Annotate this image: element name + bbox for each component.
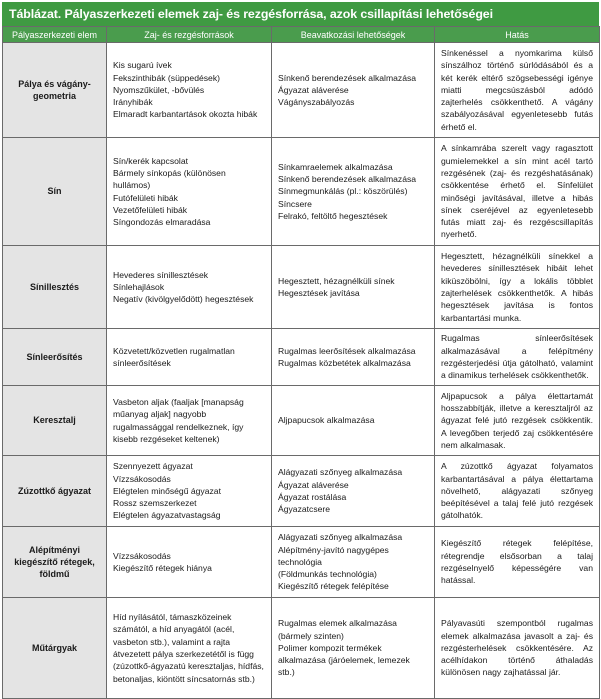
element-cell xyxy=(3,138,107,246)
source-item: Vasbeton aljak (faaljak [manapság műanyag aljak] nagyobb rugalmassággal rendelkeznek, így kisebb rezgéseket keltenek) xyxy=(113,396,244,444)
sources-cell xyxy=(107,456,272,527)
element-cell xyxy=(3,386,107,456)
source-item: Kiegészítő rétegek hiánya xyxy=(113,563,212,573)
action-item: Rugalmas leerősítések alkalmazása xyxy=(278,345,416,356)
action-item: Ágyazat rostálása xyxy=(278,492,347,502)
effect-cell: A sínkamrába szerelt vagy ragasztott gumielemekkel a sín mint acél tartó rezgésének (zaj- és rezgéshatásának) csökkentése érhető el. Sínfelület minőségi javításával, illetve a hibás sínek cseréjével az egyenletesebb futás miatt zaj- és rezgéscsillapítás nyerhető. xyxy=(435,138,600,246)
actions-cell xyxy=(272,598,435,699)
actions-cell xyxy=(272,246,435,329)
table-row xyxy=(3,598,600,699)
sources-cell xyxy=(107,138,272,246)
sources-cell xyxy=(107,246,272,329)
actions-cell xyxy=(272,329,435,386)
effect-cell: Aljpapucsok a pálya élettartamát hosszabbítják, illetve a keresztaljról az ágyazat felé jutó rezgések csökkentik. A levegőben terjedő zaj csökkentésére nem alkalmasak. xyxy=(435,386,600,456)
element-cell xyxy=(3,456,107,527)
element-label: Keresztalj xyxy=(33,415,76,426)
source-item: Síngondozás elmaradása xyxy=(113,217,211,228)
source-item: Sín/kerék kapcsolat xyxy=(113,155,188,166)
effect-cell: Kiegészítő rétegek felépítése, rétegrendje elsősorban a talaj rezgéselnyelő képességére van hatással. xyxy=(435,527,600,598)
effect-cell: Hegesztett, hézagnélküli sínekkel a hevederes sínillesztések hibáit lehet kiküszöbölni, így a lokális többlet zajterhelések csökkenthetők. A hibás hegesztések javítása is fontos karbantartási munka. xyxy=(435,246,600,329)
element-label: Zúzottkő ágyazat xyxy=(17,485,91,496)
actions-cell xyxy=(272,138,435,246)
action-item: Síncsere xyxy=(278,198,312,209)
source-item: Elégtelen ágyazatvastagság xyxy=(113,510,221,521)
table-row xyxy=(3,246,600,329)
source-item: Vízzsákosodás xyxy=(113,550,171,561)
action-item: (Földmunkás technológia) xyxy=(278,569,377,580)
sources-cell xyxy=(107,386,272,456)
action-item: Sínmegmunkálás (pl.: köszörülés) xyxy=(278,186,408,197)
action-item: Sínkenő berendezések alkalmazása xyxy=(278,72,417,83)
action-item: Alépítmény-javító nagygépes technológia xyxy=(278,544,389,567)
table-row xyxy=(3,527,600,598)
action-item: Vágányszabályozás xyxy=(278,97,355,108)
source-item: Híd nyílásától, támaszközeinek számától, a híd anyagától (acél, vasbeton stb.), valamint a rajta átvezetett pálya szerkezetétől is függ (zúzottkő-ágyazatú keresztaljas, hídfás, betonaljas, kiöntött síncsatornás stb.) xyxy=(113,612,264,684)
sources-cell xyxy=(107,598,272,699)
action-item: Hegesztett, hézagnélküli sínek xyxy=(278,275,395,286)
sources-cell xyxy=(107,527,272,598)
source-item: Futófelületi hibák xyxy=(113,192,178,203)
table-row xyxy=(3,386,600,456)
col-header-effect: Hatás xyxy=(435,27,600,43)
table-row xyxy=(3,43,600,138)
action-item: Ágyazat aláverése xyxy=(278,479,349,490)
element-label: Pálya és vágány-geometria xyxy=(18,78,91,101)
effect-cell: A zúzottkő ágyazat folyamatos karbantartásával a pálya élettartama növelhető, alágyazati szőnyeg beépítésével a talaj felé jutó rezgések gátolhatók. xyxy=(435,456,600,527)
action-item: Hegesztések javítása xyxy=(278,288,360,298)
source-item: Kis sugarú ívek xyxy=(113,60,172,71)
effect-cell: Sínkenéssel a nyomkarima külső sínszálhoz történő súrlódásából és a két kerék eltérő szögsebességi igénye miatti megcsúszásból adódó zajterhelés csökkenthető. A vágány szabályozásával egyenletesebb futás érhető el. xyxy=(435,43,600,138)
action-item: Kiegészítő rétegek felépítése xyxy=(278,581,389,592)
source-item: Vízzsákosodás xyxy=(113,473,171,484)
source-item: Bármely sínkopás (különösen hullámos) xyxy=(113,167,226,191)
col-header-element: Pályaszerkezeti elem xyxy=(3,27,107,43)
element-cell xyxy=(3,598,107,699)
effect-cell: Rugalmas sínleerősítések alkalmazásával a felépítmény rezgésterjedési útja gátolható, valamint a dinamikus terhelések csökkenthetők. xyxy=(435,329,600,386)
action-item: Ágyazat aláverése xyxy=(278,84,349,95)
action-item: Rugalmas közbetétek alkalmazása xyxy=(278,358,411,368)
source-item: Nyomszűkület, -bővülés xyxy=(113,84,205,95)
source-item: Vezetőfelületi hibák xyxy=(113,204,188,215)
action-item: Rugalmas elemek alkalmazása (bármely szinten) xyxy=(278,618,397,641)
element-cell xyxy=(3,527,107,598)
source-item: Irányhibák xyxy=(113,97,153,108)
table-row xyxy=(3,329,600,386)
header-row xyxy=(3,27,600,43)
element-label: Műtárgyak xyxy=(31,642,77,653)
data-table xyxy=(2,26,600,699)
element-cell xyxy=(3,43,107,138)
sources-cell xyxy=(107,43,272,138)
source-item: Elégtelen minőségű ágyazat xyxy=(113,485,221,496)
actions-cell xyxy=(272,43,435,138)
col-header-actions: Beavatkozási lehetőségek xyxy=(272,27,435,43)
action-item: Alágyazati szőnyeg alkalmazása xyxy=(278,467,403,478)
col-header-sources: Zaj- és rezgésforrások xyxy=(107,27,272,43)
element-cell xyxy=(3,329,107,386)
source-item: Rossz szemszerkezet xyxy=(113,498,197,509)
action-item: Polimer kompozit termékek alkalmazása (járóelemek, lemezek stb.) xyxy=(278,642,410,678)
source-item: Fekszinthibák (süppedések) xyxy=(113,72,220,83)
action-item: Sínkamraelemek alkalmazása xyxy=(278,161,393,172)
element-label: Sínleerősítés xyxy=(26,351,83,362)
actions-cell xyxy=(272,386,435,456)
source-item: Közvetett/közvetlen rugalmatlan sínleerősítések xyxy=(113,345,235,368)
effect-cell: Pályavasúti szempontból rugalmas elemek alkalmazása javasolt a zaj- és rezgésterhelések csökkentésére. Az acélhídakon történő áthaladás különösen nagy zajhatással jár. xyxy=(435,598,600,699)
action-item: Felrakó, feltöltő hegesztések xyxy=(278,210,388,221)
table-row xyxy=(3,138,600,246)
element-label: Sín xyxy=(47,186,62,197)
element-label: Alépítményi kiegészítő rétegek, földmű xyxy=(14,544,95,580)
action-item: Aljpapucsok alkalmazása xyxy=(278,415,375,426)
source-item: Sínlehajlások xyxy=(113,281,165,292)
source-item: Szennyezett ágyazat xyxy=(113,461,193,472)
source-item: Elmaradt karbantartások okozta hibák xyxy=(113,109,258,120)
sources-cell xyxy=(107,329,272,386)
element-cell xyxy=(3,246,107,329)
source-item: Negatív (kivölgyelődött) hegesztések xyxy=(113,294,254,305)
actions-cell xyxy=(272,527,435,598)
source-item: Hevederes sínillesztések xyxy=(113,269,209,280)
action-item: Alágyazati szőnyeg alkalmazása xyxy=(278,532,403,543)
table-title: Táblázat. Pályaszerkezeti elemek zaj- és rezgésforrása, azok csillapítási lehetőségei xyxy=(2,2,599,26)
element-label: Sínillesztés xyxy=(29,281,80,292)
table-row xyxy=(3,456,600,527)
action-item: Ágyazatcsere xyxy=(278,504,331,515)
actions-cell xyxy=(272,456,435,527)
action-item: Sínkenő berendezések alkalmazása xyxy=(278,174,417,185)
